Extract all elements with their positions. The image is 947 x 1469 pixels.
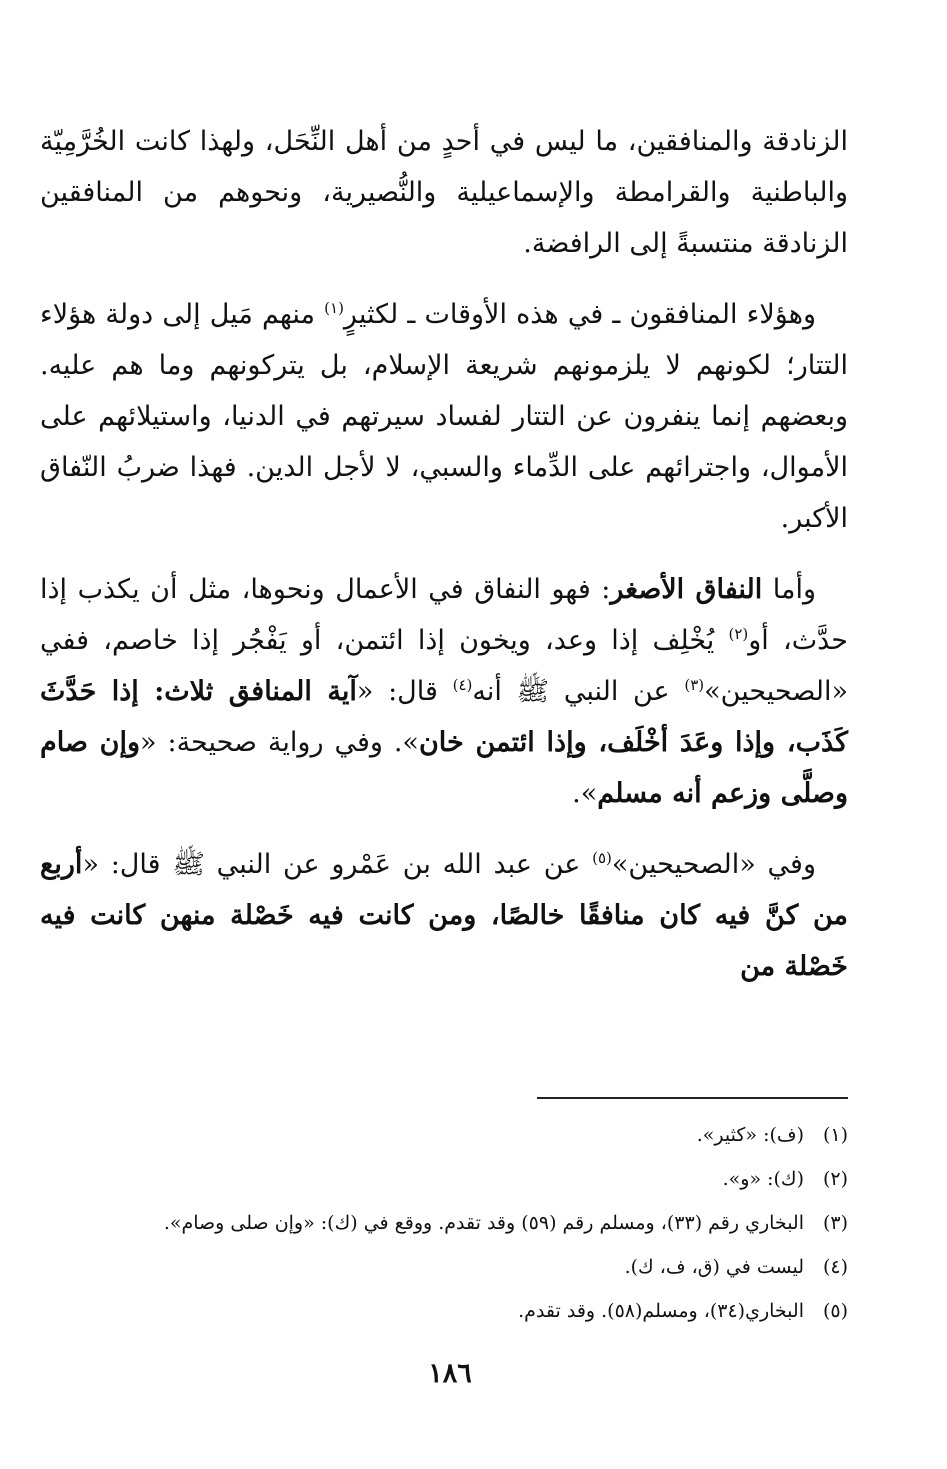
footnote-ref-5[interactable]: (٥) <box>592 849 612 867</box>
minor-hypocrisy-heading: النفاق الأصغر <box>610 574 763 605</box>
paragraph-2-text-a: وهؤلاء المنافقون ـ في هذه الأوقات ـ لكثيرٍ <box>343 299 816 330</box>
footnote-number: (٥) <box>822 1300 848 1322</box>
footnote-4 <box>40 1245 848 1289</box>
hadith-quote-3: أربع من كنَّ فيه كان منافقًا خالصًا، ومن كانت فيه خَصْلة منهن كانت فيه خَصْلة من <box>40 849 848 982</box>
paragraph-3-text-f: ». وفي رواية صحيحة: « <box>140 727 419 758</box>
footnote-2 <box>40 1157 848 1201</box>
footnote-ref-3[interactable]: (٣) <box>684 676 705 694</box>
paragraph-1 <box>40 116 848 269</box>
paragraph-3-text-a: وأما <box>762 574 817 605</box>
paragraph-4-text-a: وفي «الصحيحين» <box>611 849 816 880</box>
footnote-3 <box>40 1201 848 1245</box>
paragraph-4-text-b: عن عبد الله بن عَمْرو عن النبي ﷺ قال: « <box>82 849 593 880</box>
footnote-text: البخاري رقم (٣٣)، ومسلم رقم (٥٩) وقد تقدم. ووقع في (ك): «وإن صلى وصام». <box>163 1212 804 1234</box>
footnote-ref-1[interactable]: (١) <box>324 299 344 317</box>
hadith-quote-2: وإن صام وصلَّى وزعم أنه مسلم <box>40 727 848 809</box>
footnote-divider <box>537 1097 848 1099</box>
paragraph-3-text-g: ». <box>572 778 598 809</box>
paragraph-3-text-b: : فهو النفاق في الأعمال ونحوها، مثل أن يكذب إذا حدَّث، أو <box>40 574 848 656</box>
footnote-number: (١) <box>822 1124 848 1146</box>
footnote-ref-2[interactable]: (٢) <box>728 625 749 643</box>
footnote-number: (٢) <box>822 1168 848 1190</box>
footnote-ref-4[interactable]: (٤) <box>452 676 473 694</box>
footnotes <box>40 1113 848 1333</box>
footnote-1 <box>40 1113 848 1157</box>
main-text <box>40 116 848 1012</box>
footnote-text: البخاري(٣٤)، ومسلم(٥٨). وقد تقدم. <box>518 1300 804 1322</box>
paragraph-4 <box>40 839 848 992</box>
paragraph-2-text-b: منهم مَيل إلى دولة هؤلاء التتار؛ لكونهم لا يلزمونهم شريعة الإسلام، بل يتركونهم وما هم عليه. وبعضهم إنما ينفرون عن التتار لفساد سيرتهم في الدنيا، واستيلائهم على الأموال، واجترائهم على الدِّماء والسبي، لا لأجل الدين. فهذا ضربُ النّفاق الأكبر. <box>40 299 848 534</box>
hadith-quote-1: آية المنافق ثلاث: إذا حَدَّثَ كَذَب، وإذا وعَدَ أخْلَف، وإذا ائتمن خان <box>40 676 849 758</box>
footnote-text: ليست في (ق، ف، ك). <box>624 1256 804 1278</box>
paragraph-3-text-e: قال: « <box>356 676 453 707</box>
footnote-text: (ك): «و». <box>722 1168 804 1190</box>
paragraph-3 <box>40 564 848 819</box>
footnote-5 <box>40 1289 848 1333</box>
paragraph-3-text-d: عن النبي ﷺ أنه <box>472 676 685 707</box>
footnote-text: (ف): «كثير». <box>696 1124 804 1146</box>
footnote-number: (٣) <box>822 1212 848 1234</box>
paragraph-1-text: الزنادقة والمنافقين، ما ليس في أحدٍ من أهل النِّحَل، ولهذا كانت الخُرَّمِيّة والباطنية والقرامطة والإسماعيلية والنُّصيرية، ونحوهم من المنافقين الزنادقة منتسبةً إلى الرافضة. <box>40 126 848 259</box>
page-number: ١٨٦ <box>428 1358 472 1389</box>
paragraph-3-text-c: يُخْلِف إذا وعد، ويخون إذا ائتمن، أو يَفْجُر إذا خاصم، ففي «الصحيحين» <box>40 625 849 707</box>
footnote-number: (٤) <box>822 1256 848 1278</box>
paragraph-2 <box>40 289 848 544</box>
